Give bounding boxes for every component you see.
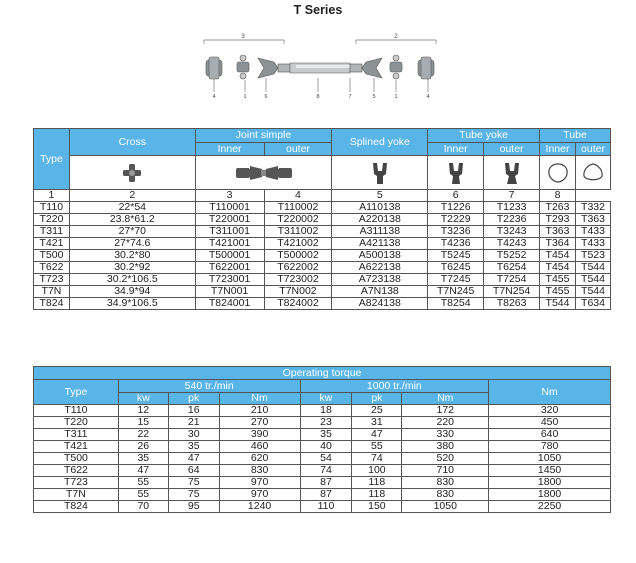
table-cell: 34.9*106.5 (69, 298, 195, 310)
table-cell: T421001 (195, 238, 264, 250)
row-type-cell: T7N (34, 286, 70, 298)
row-type-cell: T824 (34, 501, 119, 513)
table-cell: 320 (489, 405, 611, 417)
cross-icon (69, 156, 195, 190)
table-cell: A421138 (332, 238, 428, 250)
table-cell: T7N002 (264, 286, 332, 298)
callout-8: 8 (316, 94, 320, 100)
table-cell: T8254 (428, 298, 484, 310)
header-joint-outer: outer (264, 143, 332, 156)
table-cell: T7245 (428, 274, 484, 286)
table-cell: 100 (352, 465, 402, 477)
header-joint-inner: Inner (195, 143, 264, 156)
row-type-cell: T723 (34, 274, 70, 286)
splined-yoke-icon (332, 156, 428, 190)
tube-inner-icon (540, 156, 576, 190)
table-cell: T220002 (264, 214, 332, 226)
table-cell: 87 (300, 477, 352, 489)
table-cell: 450 (489, 417, 611, 429)
table-row (34, 262, 611, 274)
table-cell: T634 (576, 298, 611, 310)
joint-simple-icon (195, 156, 332, 190)
table-cell: A723138 (332, 274, 428, 286)
table-cell: 64 (168, 465, 219, 477)
spec-table (33, 128, 611, 310)
table-cell: 22 (118, 429, 168, 441)
table-cell: T500001 (195, 250, 264, 262)
table-cell: 330 (402, 429, 489, 441)
callout-7: 7 (348, 94, 352, 100)
table-cell: A622138 (332, 262, 428, 274)
table-cell: 31 (352, 417, 402, 429)
table-cell: 780 (489, 441, 611, 453)
table-cell: 520 (402, 453, 489, 465)
table-cell: 23 (300, 417, 352, 429)
column-number-row (34, 190, 611, 202)
table-cell: 220 (402, 417, 489, 429)
table-cell: 74 (300, 465, 352, 477)
table-cell: 390 (219, 429, 300, 441)
table-cell: 95 (168, 501, 219, 513)
table-cell: 22*54 (69, 202, 195, 214)
table-cell: 47 (168, 453, 219, 465)
callout-5: 5 (372, 94, 376, 100)
table-cell: 30.2*106.5 (69, 274, 195, 286)
table-cell: T622002 (264, 262, 332, 274)
table-cell: 150 (352, 501, 402, 513)
table-cell: T220001 (195, 214, 264, 226)
col-number: 3 (195, 190, 264, 202)
table-cell: 54 (300, 453, 352, 465)
table-cell: 18 (300, 405, 352, 417)
table-cell: 55 (118, 477, 168, 489)
table-cell: T364 (540, 238, 576, 250)
table-cell: 970 (219, 477, 300, 489)
table-cell: T363 (540, 226, 576, 238)
header-splined-yoke: Splined yoke (332, 129, 428, 156)
page-title: T Series (293, 3, 343, 17)
callout-1-right: 1 (394, 94, 398, 100)
table-cell: A110138 (332, 202, 428, 214)
table-cell: T7254 (484, 274, 540, 286)
table-cell: T7N254 (484, 286, 540, 298)
table-row (34, 214, 611, 226)
table-row (34, 477, 611, 489)
table-cell: T363 (576, 214, 611, 226)
row-type-cell: T110 (34, 405, 119, 417)
callout-1-left: 1 (243, 94, 247, 100)
table-cell: 15 (118, 417, 168, 429)
subheader-pk: pk (168, 393, 219, 405)
col-number: 2 (69, 190, 195, 202)
subheader-kw: kw (300, 393, 352, 405)
table-cell: A220138 (332, 214, 428, 226)
header-type: Type (34, 380, 119, 405)
table-cell: 25 (352, 405, 402, 417)
table-row (34, 202, 611, 214)
subheader-pk: pk (352, 393, 402, 405)
table-row (34, 286, 611, 298)
table-row (34, 238, 611, 250)
table-cell: T293 (540, 214, 576, 226)
table-cell: T263 (540, 202, 576, 214)
row-type-cell: T622 (34, 465, 119, 477)
table-cell: 75 (168, 477, 219, 489)
table-cell: 620 (219, 453, 300, 465)
table-cell: T7N001 (195, 286, 264, 298)
table-cell: T723002 (264, 274, 332, 286)
header-nm: Nm (489, 380, 611, 405)
table-cell: 26 (118, 441, 168, 453)
header-cross: Cross (69, 129, 195, 156)
table-cell: T332 (576, 202, 611, 214)
table-cell: T454 (540, 250, 576, 262)
header-tube-yoke: Tube yoke (428, 129, 540, 143)
table-cell: 47 (352, 429, 402, 441)
table-cell: A824138 (332, 298, 428, 310)
table-cell: T622001 (195, 262, 264, 274)
table-cell: T311002 (264, 226, 332, 238)
table-cell: A311138 (332, 226, 428, 238)
table-cell: A500138 (332, 250, 428, 262)
table-cell: 74 (352, 453, 402, 465)
table-cell: T6245 (428, 262, 484, 274)
subheader-kw: kw (118, 393, 168, 405)
header-tube-yoke-inner: Inner (428, 143, 484, 156)
callout-2: 2 (394, 34, 398, 40)
table-cell: 27*74.6 (69, 238, 195, 250)
table-cell: 70 (118, 501, 168, 513)
table-cell: T544 (540, 298, 576, 310)
table-cell: T455 (540, 274, 576, 286)
table-cell: 172 (402, 405, 489, 417)
table-cell: 210 (219, 405, 300, 417)
table-cell: 118 (352, 489, 402, 501)
table-cell: 75 (168, 489, 219, 501)
header-540: 540 tr./min (118, 380, 300, 393)
table-cell: 1450 (489, 465, 611, 477)
table-cell: T544 (576, 262, 611, 274)
table-cell: 2250 (489, 501, 611, 513)
col-number: 6 (428, 190, 484, 202)
subheader-nm: Nm (402, 393, 489, 405)
table-cell: T723001 (195, 274, 264, 286)
table-row (34, 250, 611, 262)
table-cell: T824002 (264, 298, 332, 310)
table-cell: 47 (118, 465, 168, 477)
table-row (34, 441, 611, 453)
table-cell: 1800 (489, 489, 611, 501)
table-cell: T8263 (484, 298, 540, 310)
table-cell: 35 (168, 441, 219, 453)
table-cell: T500002 (264, 250, 332, 262)
table-cell: 710 (402, 465, 489, 477)
table-cell: T3236 (428, 226, 484, 238)
row-type-cell: T7N (34, 489, 119, 501)
table-cell: T7N245 (428, 286, 484, 298)
table-cell: T4243 (484, 238, 540, 250)
table-cell: 830 (219, 465, 300, 477)
row-type-cell: T824 (34, 298, 70, 310)
row-type-cell: T311 (34, 226, 70, 238)
header-type: Type (34, 129, 70, 190)
table-cell: 30.2*80 (69, 250, 195, 262)
driveshaft-diagram (196, 30, 446, 108)
table-cell: T4236 (428, 238, 484, 250)
table-cell: T311001 (195, 226, 264, 238)
table-row (34, 489, 611, 501)
header-1000: 1000 tr./min (300, 380, 489, 393)
table-cell: 30 (168, 429, 219, 441)
table-cell: T824001 (195, 298, 264, 310)
col-number: 1 (34, 190, 70, 202)
table-cell: 640 (489, 429, 611, 441)
table-row (34, 429, 611, 441)
table-cell: 23.8*61.2 (69, 214, 195, 226)
table-row (34, 501, 611, 513)
row-type-cell: T421 (34, 441, 119, 453)
table-cell: 110 (300, 501, 352, 513)
table-cell: 12 (118, 405, 168, 417)
col-number: 8 (540, 190, 576, 202)
table-cell: T1226 (428, 202, 484, 214)
table-row (34, 298, 611, 310)
table-cell: 30.2*92 (69, 262, 195, 274)
table-cell: 16 (168, 405, 219, 417)
row-type-cell: T500 (34, 453, 119, 465)
header-tube-inner: Inner (540, 143, 576, 156)
table-cell: 830 (402, 489, 489, 501)
table-cell: 55 (118, 489, 168, 501)
table-cell: T421002 (264, 238, 332, 250)
header-joint-simple: Joint simple (195, 129, 332, 143)
table-cell: T455 (540, 286, 576, 298)
table-cell: T110002 (264, 202, 332, 214)
table-cell: 380 (402, 441, 489, 453)
table-cell: T544 (576, 274, 611, 286)
table-cell: T454 (540, 262, 576, 274)
table-row (34, 465, 611, 477)
row-type-cell: T220 (34, 417, 119, 429)
tube-yoke-inner-icon (428, 156, 484, 190)
table-row (34, 274, 611, 286)
col-number: 4 (264, 190, 332, 202)
header-tube-yoke-outer: outer (484, 143, 540, 156)
table-cell: 87 (300, 489, 352, 501)
table-cell: 35 (118, 453, 168, 465)
table-cell: 27*70 (69, 226, 195, 238)
col-number: 5 (332, 190, 428, 202)
table-row (34, 453, 611, 465)
table-cell: 460 (219, 441, 300, 453)
row-type-cell: T622 (34, 262, 70, 274)
table-cell: T433 (576, 238, 611, 250)
torque-table (33, 366, 611, 513)
header-tube: Tube (540, 129, 611, 143)
table-cell: T5252 (484, 250, 540, 262)
table-cell: T523 (576, 250, 611, 262)
table-row (34, 226, 611, 238)
table-cell: 830 (402, 477, 489, 489)
callout-4-right: 4 (426, 94, 430, 100)
col-number: 7 (484, 190, 540, 202)
callout-6: 6 (264, 94, 268, 100)
table-row (34, 405, 611, 417)
table-cell: 1050 (489, 453, 611, 465)
table-cell: 1800 (489, 477, 611, 489)
header-operating-torque: Operating torque (34, 367, 611, 380)
row-type-cell: T311 (34, 429, 119, 441)
table-cell: 270 (219, 417, 300, 429)
table-cell: T2236 (484, 214, 540, 226)
table-cell: 34.9*94 (69, 286, 195, 298)
table-row (34, 417, 611, 429)
row-type-cell: T110 (34, 202, 70, 214)
table-cell: T433 (576, 226, 611, 238)
subheader-nm: Nm (219, 393, 300, 405)
row-type-cell: T220 (34, 214, 70, 226)
table-cell: T1233 (484, 202, 540, 214)
callout-4-left: 4 (212, 94, 216, 100)
table-cell: 970 (219, 489, 300, 501)
table-cell: 55 (352, 441, 402, 453)
table-cell: T110001 (195, 202, 264, 214)
row-type-cell: T723 (34, 477, 119, 489)
table-cell: 40 (300, 441, 352, 453)
row-type-cell: T500 (34, 250, 70, 262)
table-cell: 21 (168, 417, 219, 429)
row-type-cell: T421 (34, 238, 70, 250)
tube-yoke-outer-icon (484, 156, 540, 190)
callout-3: 3 (241, 34, 245, 40)
table-cell: 118 (352, 477, 402, 489)
table-cell: T6254 (484, 262, 540, 274)
header-tube-outer: outer (576, 143, 611, 156)
tube-outer-icon (576, 156, 611, 190)
table-cell: 1050 (402, 501, 489, 513)
table-cell: T5245 (428, 250, 484, 262)
table-cell: T3243 (484, 226, 540, 238)
table-cell: A7N138 (332, 286, 428, 298)
table-cell: 1240 (219, 501, 300, 513)
table-cell: T544 (576, 286, 611, 298)
table-cell: T2229 (428, 214, 484, 226)
table-cell: 35 (300, 429, 352, 441)
